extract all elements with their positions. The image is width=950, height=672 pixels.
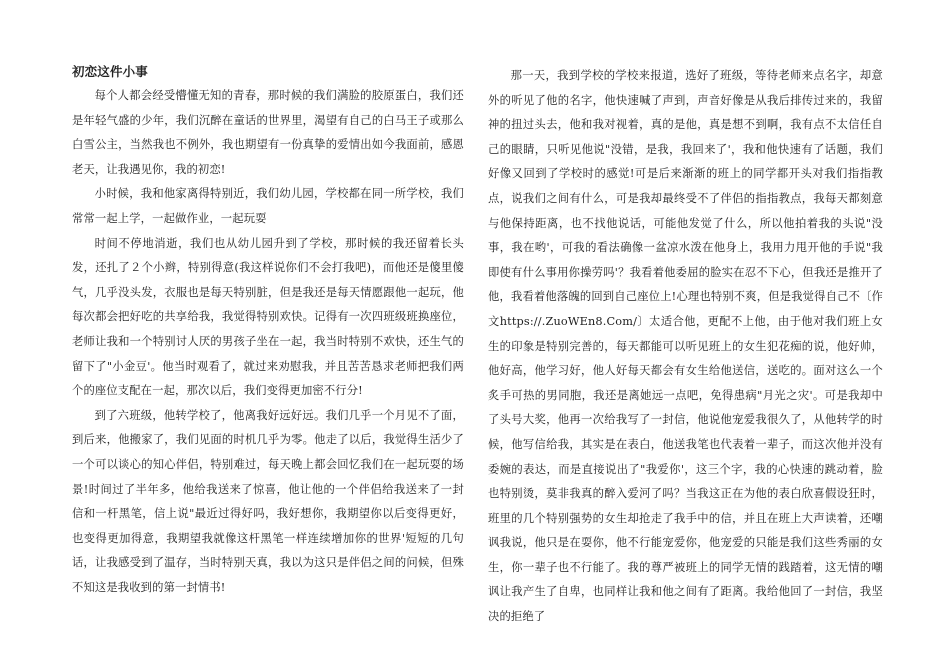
paragraph: 小时候，我和他家离得特别近，我们幼儿园，学校都在同一所学校，我们常常一起上学，一起做作业，一起玩耍 — [72, 187, 464, 225]
paragraph: 那一天，我到学校的学校来报道，选好了班级，等待老师来点名字，却意外的听见了他的名字，他快速喊了声到，声音好像是从我后排传过来的，我留神的扭过头去，他和我对视着，真的是他，真是想不到啊，我有点不太信任自己的眼睛，只听见他说"没错，是我，我回来了'，我和他快速有了话题，我们好像又回到了学校时的感觉!可是后来渐渐的班上的同学都开头对我们指指教点，说我们之间有什么，可是我却最终受不了伴侣的指指教点，我每天都刻意与他保持距离，也不找他说话，可能他发觉了什么，所以他拍着我的头说"没事，我在哟'，可我的看法确像一盆凉水泼在他身上，我用力甩开他的手说"我即使有什么事用你操劳吗'？我看着他委屈的脸实在忍不下心，但我还是推开了他，我看着他落魄的回到自己座位上!心理也特别不爽，但是我觉得自己不〔作文https://.ZuoWEn8.Com/〕太适合他，更配不上他，由于他对我们班上女生的印象是特别完善的，每天都能可以听见班上的女生犯花痴的说，他好帅，他好高，他学习好，他人好每天都会有女生给他送信，送吃的。面对这么一个炙手可热的男同胞，我还是离她远一点吧，免得患病"月光之灾'。可是我却中了头号大奖，他再一次给我写了一封信，他说他宠爱我很久了，从他转学的时候，他写信给我，其实是在表白，他送我笔也代表着一辈子，而这次他并没有委婉的表达，而是直接说出了"我爱你'，这三个字，我的心快速的跳动着，脸也特别烫，莫非我真的醉入爱河了吗？当我这正在为他的表白欣喜假设狂时，班里的几个特别强势的女生却抢走了我手中的信，并且在班上大声读着，还嘲讽我说，他只是在耍你，他不行能宠爱你，他宠爱的只能是我们这些秀丽的女生，你一辈子也不行能了。我的尊严被班上的同学无情的践踏着，这无情的嘲讽让我产生了自卑，也同样让我和他之间有了距离。我给他回了一封信，我坚决的拒绝了 — [488, 69, 883, 624]
left-column — [72, 60, 464, 600]
paragraph: 到了六班级，他转学校了，他离我好远好远。我们几乎一个月见不了面，到后来，他搬家了，我们见面的时机几乎为零。他走了以后，我觉得生活少了一个可以谈心的知心伴侣，特别难过，每天晚上都会回忆我们在一起玩耍的场景!时间过了半年多，他给我送来了惊喜，他让他的一个伴侣给我送来了一封信和一杆黑笔，信上说"最近过得好吗，我好想你，我期望你以后变得更好，也变得更加得意，我期望我就像这杆黑笔一样连续增加你的世界'短短的几句话，让我感受到了温存，当时特别天真，我以为这只是伴侣之间的问候，但殊不知这是我收到的第一封情书! — [72, 408, 464, 594]
right-column — [488, 64, 883, 630]
paragraph: 时间不停地消逝，我们也从幼儿园升到了学校，那时候的我还留着长头发，还扎了２个小辫，特别得意(我这样说你们不会打我吧)，而他还是傻里傻气，几乎没头发，衣服也是每天特别脏，但是我还是每天情愿跟他一起玩，他每次都会把好吃的共享给我，我觉得特别欢快。记得有一次四班级班换座位，老师让我和一个特别讨人厌的男孩子坐在一起，我当时特别不欢快，还生气的留下了"小金豆'。他当时观看了，就过来劝慰我，并且苦苦恳求老师把我们两个的座位支配在一起，那次以后，我们变得更加密不行分! — [72, 236, 464, 398]
paragraph: 每个人都会经受懵懂无知的青春，那时候的我们满脸的胶原蛋白，我们还是年轻气盛的少年，我们沉醉在童话的世界里，渴望有自己的白马王子或那么白雪公主，当然我也不例外，我也期望有一份真挚的爱情出如今我面前，感恩老天，让我遇见你，我的初恋! — [72, 89, 464, 176]
page-title: 初恋这件小事 — [72, 64, 148, 79]
